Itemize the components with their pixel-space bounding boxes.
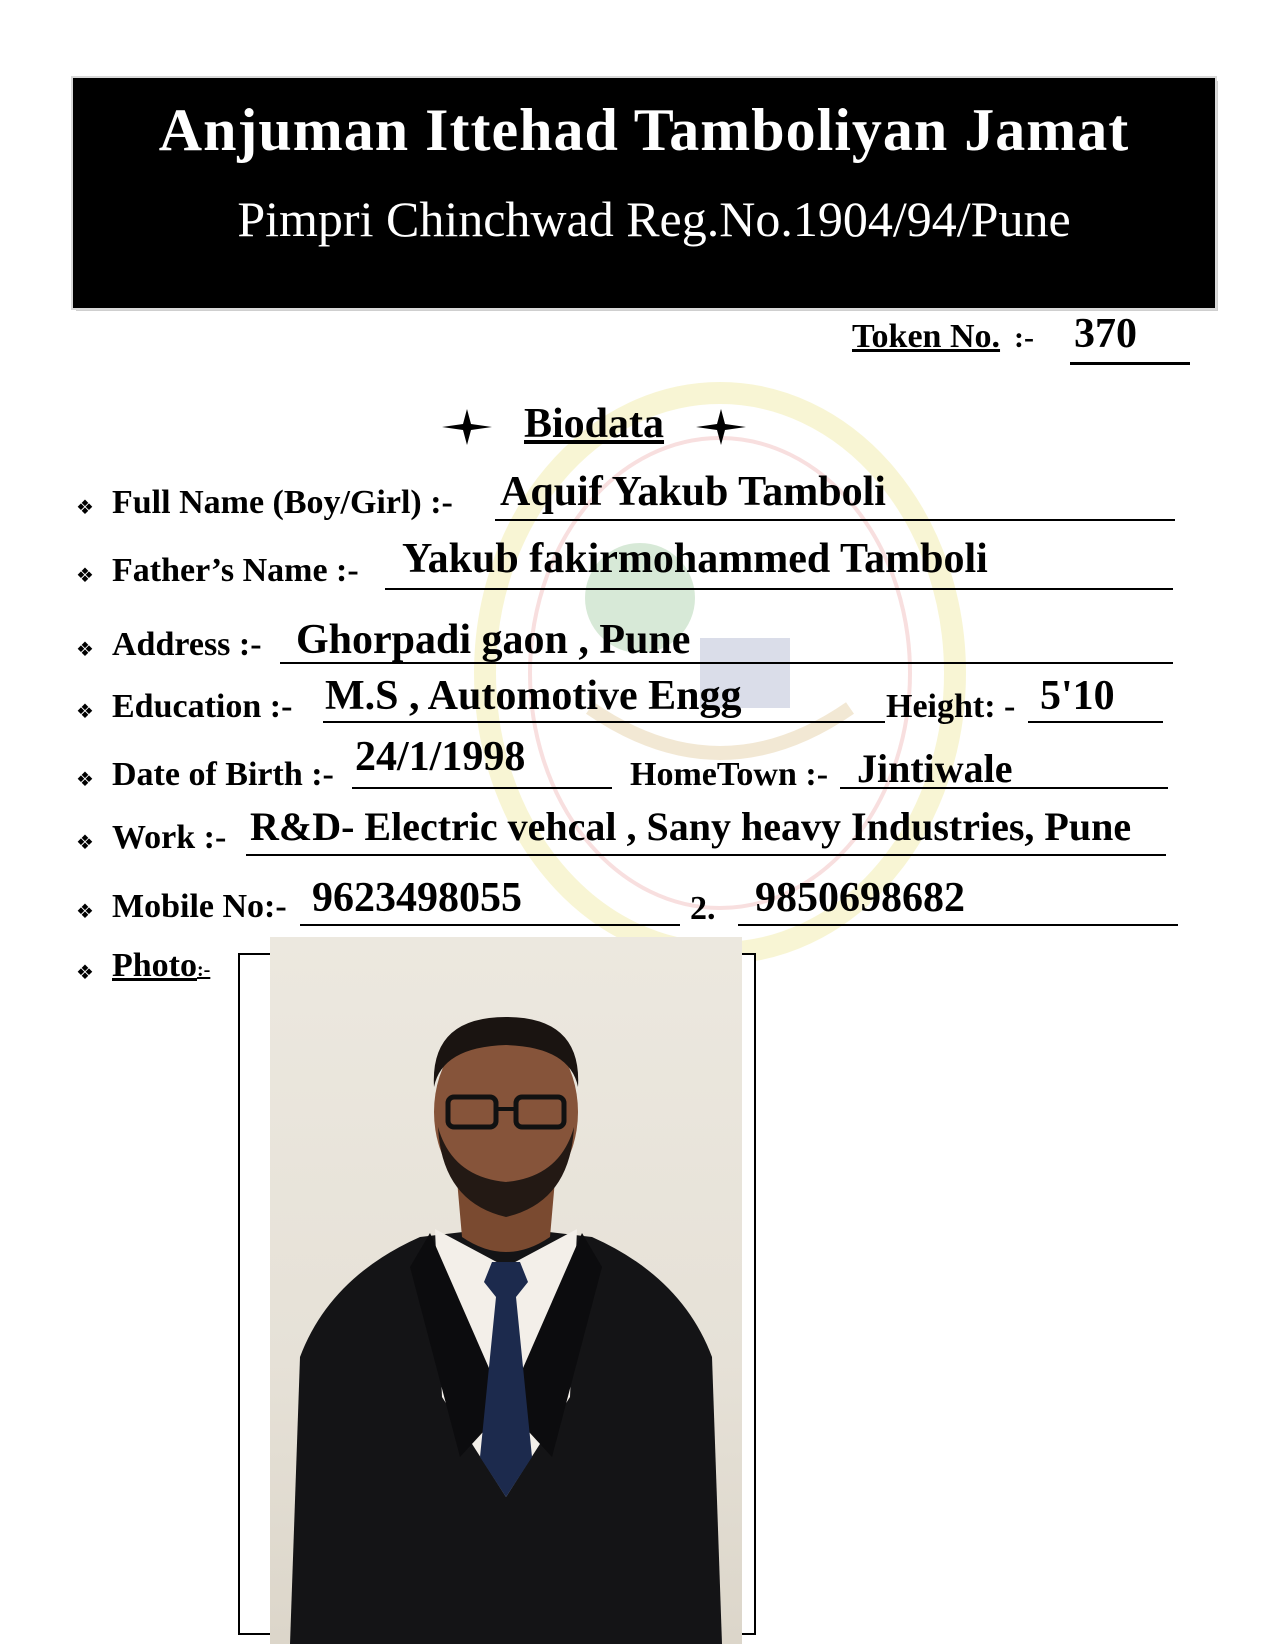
person-silhouette-icon — [270, 937, 742, 1644]
diamond-bullet-icon: ❖ — [76, 639, 94, 661]
token-value: 370 — [1074, 311, 1137, 357]
mobile-second-value: 9850698682 — [755, 875, 965, 921]
diamond-bullet-icon: ❖ — [76, 901, 94, 923]
mobile-second-label: 2. — [690, 890, 716, 927]
mobile-second-underline — [738, 924, 1178, 926]
education-value: M.S , Automotive Engg — [325, 673, 742, 719]
four-point-star-icon — [440, 407, 494, 447]
full-name-value: Aquif Yakub Tamboli — [500, 469, 886, 515]
dob-label: Date of Birth :- — [112, 756, 334, 793]
token-label: Token No. — [852, 318, 1001, 355]
address-value: Ghorpadi gaon , Pune — [296, 617, 691, 663]
profile-photo — [270, 937, 742, 1644]
organization-name: Anjuman Ittehad Tamboliyan Jamat — [158, 97, 1130, 163]
work-value: R&D- Electric vehcal , Sany heavy Industries, Pune — [250, 804, 1132, 849]
organization-registration: Pimpri Chinchwad Reg.No.1904/94/Pune — [237, 191, 1071, 247]
diamond-bullet-icon: ❖ — [76, 497, 94, 519]
full-name-underline — [495, 519, 1175, 521]
education-label: Education :- — [112, 688, 293, 725]
token-number — [852, 311, 1137, 357]
address-label: Address :- — [112, 626, 262, 663]
diamond-bullet-icon: ❖ — [76, 769, 94, 791]
hometown-label: HomeTown :- — [630, 756, 829, 793]
biodata-heading: Biodata — [524, 401, 665, 447]
photo-label-text: Photo — [112, 947, 197, 984]
mobile-underline — [300, 924, 680, 926]
height-label: Height: - — [886, 688, 1016, 725]
dob-value: 24/1/1998 — [355, 734, 526, 780]
full-name-label: Full Name (Boy/Girl) :- — [112, 484, 453, 521]
mobile-label: Mobile No:- — [112, 888, 287, 925]
education-underline — [323, 721, 885, 723]
height-underline — [1028, 721, 1163, 723]
photo-label — [112, 947, 210, 985]
mobile-value: 9623498055 — [312, 875, 522, 921]
token-underline — [1070, 362, 1190, 365]
father-name-label: Father’s Name :- — [112, 552, 359, 589]
header-banner — [73, 78, 1215, 308]
diamond-bullet-icon: ❖ — [76, 701, 94, 723]
dob-underline — [352, 787, 612, 789]
diamond-bullet-icon: ❖ — [76, 962, 94, 984]
biodata-title — [440, 400, 748, 448]
four-point-star-icon — [694, 407, 748, 447]
diamond-bullet-icon: ❖ — [76, 565, 94, 587]
hometown-value: Jintiwale — [857, 746, 1013, 791]
father-name-value: Yakub fakirmohammed Tamboli — [402, 536, 988, 582]
token-separator: :- — [1014, 321, 1035, 354]
diamond-bullet-icon: ❖ — [76, 832, 94, 854]
photo-label-suffix: :- — [197, 959, 211, 981]
work-underline — [246, 854, 1166, 856]
father-name-underline — [385, 588, 1173, 590]
height-value: 5'10 — [1040, 673, 1115, 719]
work-label: Work :- — [112, 819, 227, 856]
